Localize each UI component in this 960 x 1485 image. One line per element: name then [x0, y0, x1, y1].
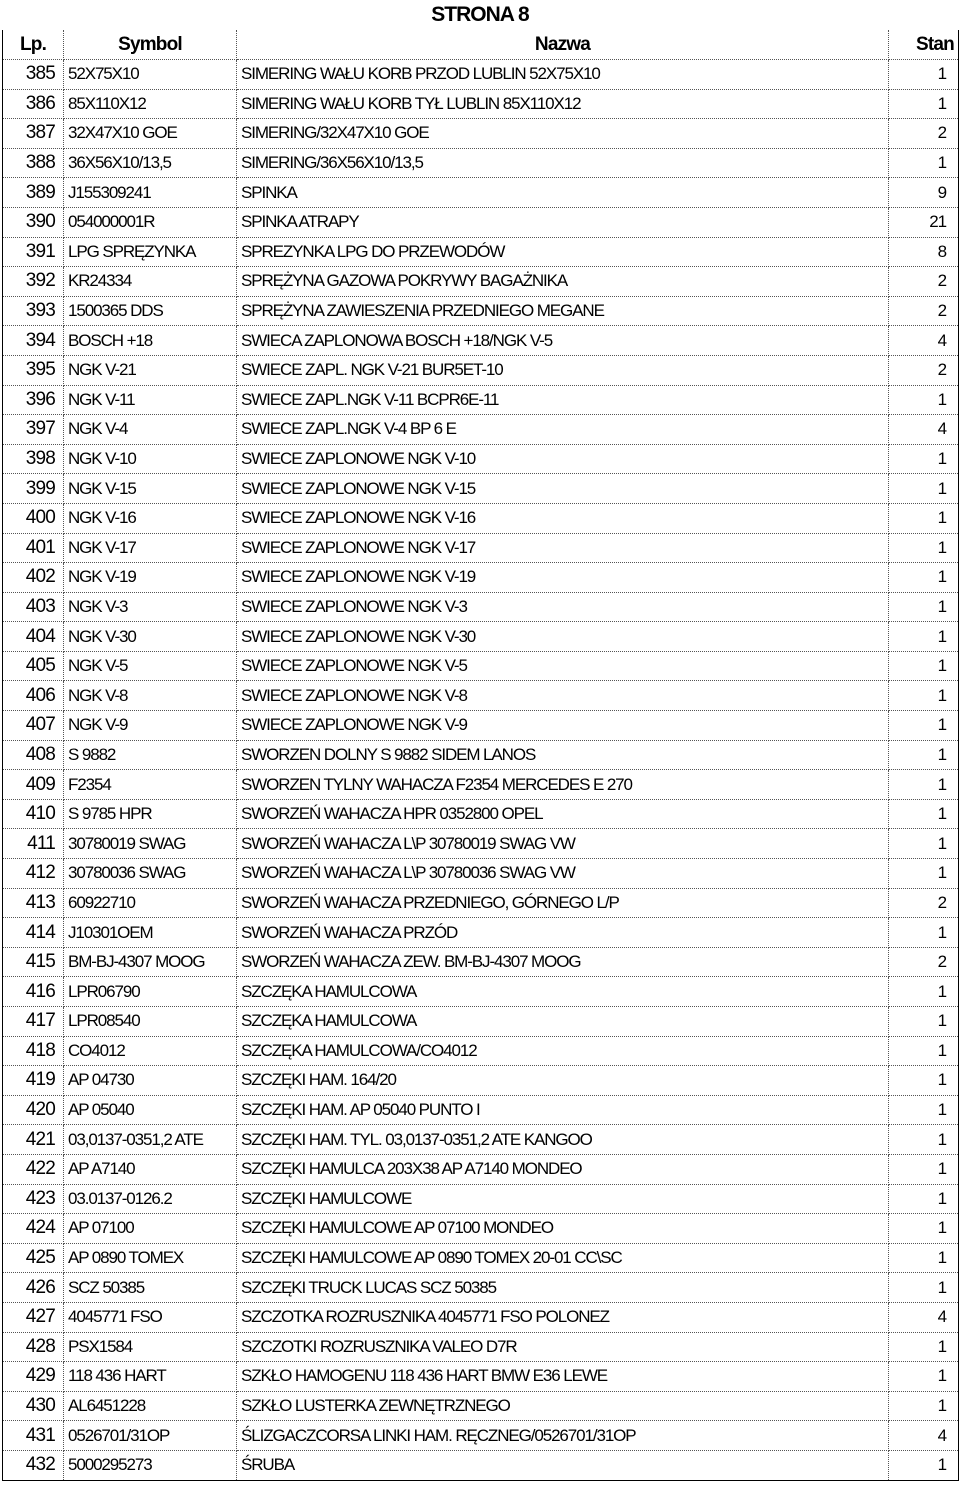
row-symbol: 1500365 DDS — [64, 296, 237, 326]
row-symbol: LPR06790 — [64, 977, 237, 1007]
row-name: SWORZEŃ WAHACZA PRZEDNIEGO, GÓRNEGO L/P — [237, 888, 889, 918]
row-symbol: KR24334 — [64, 267, 237, 297]
row-symbol: LPG SPRĘZYNKA — [64, 237, 237, 267]
table-row — [3, 1273, 959, 1303]
row-symbol: J10301OEM — [64, 918, 237, 948]
row-stan: 1 — [889, 1332, 959, 1362]
row-number: 428 — [3, 1332, 64, 1362]
row-name: SZCZĘKI HAM. AP 05040 PUNTO I — [237, 1095, 889, 1125]
row-stan: 1 — [889, 681, 959, 711]
table-row — [3, 326, 959, 356]
table-row — [3, 1095, 959, 1125]
table-row — [3, 1154, 959, 1184]
row-stan: 1 — [889, 859, 959, 889]
row-name: SIMERING/36X56X10/13,5 — [237, 148, 889, 178]
row-number: 387 — [3, 119, 64, 149]
row-stan: 1 — [889, 770, 959, 800]
row-stan: 1 — [889, 60, 959, 90]
row-symbol: S 9785 HPR — [64, 799, 237, 829]
row-symbol: 4045771 FSO — [64, 1302, 237, 1332]
table-row — [3, 947, 959, 977]
column-header-stan: Stan — [889, 30, 959, 60]
row-symbol: NGK V-4 — [64, 415, 237, 445]
row-name: ŚRUBA — [237, 1450, 889, 1480]
row-number: 414 — [3, 918, 64, 948]
table-row — [3, 1362, 959, 1392]
row-stan: 1 — [889, 977, 959, 1007]
row-number: 399 — [3, 474, 64, 504]
row-number: 417 — [3, 1007, 64, 1037]
table-row — [3, 1421, 959, 1451]
row-name: SZCZĘKA HAMULCOWA — [237, 1007, 889, 1037]
row-name: SZCZĘKI HAMULCOWE AP 07100 MONDEO — [237, 1214, 889, 1244]
row-name: SWIECE ZAPLONOWE NGK V-30 — [237, 622, 889, 652]
row-number: 420 — [3, 1095, 64, 1125]
row-symbol: 0526701/31OP — [64, 1421, 237, 1451]
row-stan: 1 — [889, 444, 959, 474]
row-stan: 1 — [889, 89, 959, 119]
row-name: SZCZOTKA ROZRUSZNIKA 4045771 FSO POLONEZ — [237, 1302, 889, 1332]
row-name: SZKŁO HAMOGENU 118 436 HART BMW E36 LEWE — [237, 1362, 889, 1392]
row-number: 388 — [3, 148, 64, 178]
row-number: 409 — [3, 770, 64, 800]
row-name: SZCZĘKI HAM. 164/20 — [237, 1066, 889, 1096]
row-stan: 1 — [889, 740, 959, 770]
row-symbol: NGK V-16 — [64, 503, 237, 533]
row-stan: 1 — [889, 1125, 959, 1155]
table-row — [3, 1007, 959, 1037]
table-row — [3, 1066, 959, 1096]
row-symbol: NGK V-21 — [64, 355, 237, 385]
row-stan: 1 — [889, 592, 959, 622]
page-title: STRONA 8 — [431, 3, 529, 26]
inventory-table — [2, 30, 959, 1481]
row-number: 422 — [3, 1154, 64, 1184]
table-row — [3, 888, 959, 918]
row-stan: 2 — [889, 296, 959, 326]
row-stan: 1 — [889, 533, 959, 563]
row-stan: 1 — [889, 503, 959, 533]
row-symbol: BM-BJ-4307 MOOG — [64, 947, 237, 977]
row-name: SWIECE ZAPLONOWE NGK V-9 — [237, 711, 889, 741]
row-number: 418 — [3, 1036, 64, 1066]
row-symbol: NGK V-8 — [64, 681, 237, 711]
table-row — [3, 681, 959, 711]
row-stan: 1 — [889, 1362, 959, 1392]
row-symbol: F2354 — [64, 770, 237, 800]
table-row — [3, 799, 959, 829]
row-number: 386 — [3, 89, 64, 119]
column-header-lp: Lp. — [3, 30, 64, 60]
row-name: SWIECE ZAPLONOWE NGK V-19 — [237, 563, 889, 593]
row-name: SZCZĘKI HAMULCOWE — [237, 1184, 889, 1214]
row-symbol: CO4012 — [64, 1036, 237, 1066]
row-number: 406 — [3, 681, 64, 711]
row-symbol: S 9882 — [64, 740, 237, 770]
row-symbol: 03.0137-0126.2 — [64, 1184, 237, 1214]
row-stan: 1 — [889, 1214, 959, 1244]
table-row — [3, 178, 959, 208]
table-row — [3, 1243, 959, 1273]
row-number: 401 — [3, 533, 64, 563]
row-number: 412 — [3, 859, 64, 889]
table-row — [3, 977, 959, 1007]
row-stan: 1 — [889, 148, 959, 178]
row-symbol: AL6451228 — [64, 1391, 237, 1421]
row-number: 411 — [3, 829, 64, 859]
table-row — [3, 711, 959, 741]
row-symbol: 30780036 SWAG — [64, 859, 237, 889]
row-number: 421 — [3, 1125, 64, 1155]
row-stan: 1 — [889, 1095, 959, 1125]
row-name: SWORZEN DOLNY S 9882 SIDEM LANOS — [237, 740, 889, 770]
row-name: SZCZĘKI HAMULCA 203X38 AP A7140 MONDEO — [237, 1154, 889, 1184]
row-stan: 2 — [889, 267, 959, 297]
table-row — [3, 592, 959, 622]
row-stan: 4 — [889, 1302, 959, 1332]
row-number: 402 — [3, 563, 64, 593]
row-number: 403 — [3, 592, 64, 622]
row-name: SZCZOTKI ROZRUSZNIKA VALEO D7R — [237, 1332, 889, 1362]
row-name: SWORZEN TYLNY WAHACZA F2354 MERCEDES E 270 — [237, 770, 889, 800]
column-header-symbol: Symbol — [64, 30, 237, 60]
row-number: 385 — [3, 60, 64, 90]
row-symbol: NGK V-5 — [64, 651, 237, 681]
row-stan: 1 — [889, 474, 959, 504]
column-header-nazwa: Nazwa — [237, 30, 889, 60]
row-name: SWIECA ZAPLONOWA BOSCH +18/NGK V-5 — [237, 326, 889, 356]
row-stan: 1 — [889, 711, 959, 741]
row-stan: 8 — [889, 237, 959, 267]
row-number: 424 — [3, 1214, 64, 1244]
row-symbol: NGK V-9 — [64, 711, 237, 741]
row-name: SIMERING WAŁU KORB PRZOD LUBLIN 52X75X10 — [237, 60, 889, 90]
row-name: SWIECE ZAPLONOWE NGK V-5 — [237, 651, 889, 681]
row-name: SWORZEŃ WAHACZA PRZÓD — [237, 918, 889, 948]
row-name: SPINKA — [237, 178, 889, 208]
table-row — [3, 296, 959, 326]
table-row — [3, 533, 959, 563]
table-row — [3, 1450, 959, 1480]
row-stan: 2 — [889, 888, 959, 918]
row-number: 416 — [3, 977, 64, 1007]
row-number: 394 — [3, 326, 64, 356]
row-name: SWORZEŃ WAHACZA ZEW. BM-BJ-4307 MOOG — [237, 947, 889, 977]
table-row — [3, 1125, 959, 1155]
row-number: 408 — [3, 740, 64, 770]
table-row — [3, 770, 959, 800]
row-name: SZCZĘKA HAMULCOWA/CO4012 — [237, 1036, 889, 1066]
table-row — [3, 89, 959, 119]
row-number: 405 — [3, 651, 64, 681]
row-name: SIMERING/32X47X10 GOE — [237, 119, 889, 149]
table-row — [3, 1184, 959, 1214]
row-number: 389 — [3, 178, 64, 208]
row-symbol: 32X47X10 GOE — [64, 119, 237, 149]
table-row — [3, 267, 959, 297]
row-symbol: NGK V-3 — [64, 592, 237, 622]
table-row — [3, 1214, 959, 1244]
row-number: 429 — [3, 1362, 64, 1392]
row-symbol: SCZ 50385 — [64, 1273, 237, 1303]
row-name: SWIECE ZAPL.NGK V-4 BP 6 E — [237, 415, 889, 445]
row-number: 413 — [3, 888, 64, 918]
row-symbol: PSX1584 — [64, 1332, 237, 1362]
row-symbol: NGK V-17 — [64, 533, 237, 563]
row-name: SWIECE ZAPLONOWE NGK V-8 — [237, 681, 889, 711]
row-symbol: NGK V-10 — [64, 444, 237, 474]
row-number: 404 — [3, 622, 64, 652]
table-row — [3, 60, 959, 90]
table-row — [3, 651, 959, 681]
row-number: 392 — [3, 267, 64, 297]
table-row — [3, 355, 959, 385]
table-row — [3, 1391, 959, 1421]
table-row — [3, 474, 959, 504]
row-stan: 4 — [889, 415, 959, 445]
row-symbol: AP 07100 — [64, 1214, 237, 1244]
row-stan: 1 — [889, 385, 959, 415]
table-row — [3, 119, 959, 149]
row-stan: 1 — [889, 1066, 959, 1096]
row-name: SZCZĘKI TRUCK LUCAS SCZ 50385 — [237, 1273, 889, 1303]
table-row — [3, 207, 959, 237]
row-stan: 1 — [889, 1273, 959, 1303]
row-number: 432 — [3, 1450, 64, 1480]
row-number: 423 — [3, 1184, 64, 1214]
row-stan: 4 — [889, 326, 959, 356]
row-number: 430 — [3, 1391, 64, 1421]
row-name: SZCZĘKA HAMULCOWA — [237, 977, 889, 1007]
row-name: SZKŁO LUSTERKA ZEWNĘTRZNEGO — [237, 1391, 889, 1421]
row-symbol: 03,0137-0351,2 ATE — [64, 1125, 237, 1155]
table-row — [3, 385, 959, 415]
row-symbol: 118 436 HART — [64, 1362, 237, 1392]
row-symbol: 60922710 — [64, 888, 237, 918]
row-number: 395 — [3, 355, 64, 385]
row-number: 396 — [3, 385, 64, 415]
row-symbol: 52X75X10 — [64, 60, 237, 90]
row-number: 393 — [3, 296, 64, 326]
row-name: SWORZEŃ WAHACZA HPR 0352800 OPEL — [237, 799, 889, 829]
table-row — [3, 859, 959, 889]
row-name: SWIECE ZAPLONOWE NGK V-3 — [237, 592, 889, 622]
row-symbol: AP 05040 — [64, 1095, 237, 1125]
row-symbol: AP 0890 TOMEX — [64, 1243, 237, 1273]
row-number: 391 — [3, 237, 64, 267]
row-number: 397 — [3, 415, 64, 445]
table-row — [3, 740, 959, 770]
table-row — [3, 918, 959, 948]
row-number: 415 — [3, 947, 64, 977]
table-row — [3, 1332, 959, 1362]
table-row — [3, 444, 959, 474]
row-stan: 4 — [889, 1421, 959, 1451]
table-row — [3, 622, 959, 652]
row-number: 425 — [3, 1243, 64, 1273]
row-number: 400 — [3, 503, 64, 533]
row-stan: 1 — [889, 1243, 959, 1273]
row-stan: 1 — [889, 1036, 959, 1066]
row-stan: 9 — [889, 178, 959, 208]
row-name: SWORZEŃ WAHACZA L\P 30780019 SWAG VW — [237, 829, 889, 859]
row-symbol: LPR08540 — [64, 1007, 237, 1037]
table-row — [3, 829, 959, 859]
row-number: 427 — [3, 1302, 64, 1332]
row-name: SPINKA ATRAPY — [237, 207, 889, 237]
row-number: 419 — [3, 1066, 64, 1096]
row-name: SIMERING WAŁU KORB TYŁ LUBLIN 85X110X12 — [237, 89, 889, 119]
row-number: 407 — [3, 711, 64, 741]
row-symbol: NGK V-30 — [64, 622, 237, 652]
row-symbol: BOSCH +18 — [64, 326, 237, 356]
row-stan: 1 — [889, 918, 959, 948]
row-name: SWIECE ZAPLONOWE NGK V-17 — [237, 533, 889, 563]
row-symbol: NGK V-19 — [64, 563, 237, 593]
row-name: ŚLIZGACZCORSA LINKI HAM. RĘCZNEG/0526701/31OP — [237, 1421, 889, 1451]
row-name: SWIECE ZAPLONOWE NGK V-16 — [237, 503, 889, 533]
table-row — [3, 415, 959, 445]
row-stan: 2 — [889, 119, 959, 149]
table-header-row — [3, 30, 959, 60]
row-name: SPREZYNKA LPG DO PRZEWODÓW — [237, 237, 889, 267]
row-number: 390 — [3, 207, 64, 237]
row-symbol: 054000001R — [64, 207, 237, 237]
table-row — [3, 563, 959, 593]
row-symbol: AP A7140 — [64, 1154, 237, 1184]
row-name: SZCZĘKI HAMULCOWE AP 0890 TOMEX 20-01 CC\SC — [237, 1243, 889, 1273]
table-row — [3, 237, 959, 267]
row-stan: 1 — [889, 799, 959, 829]
row-stan: 1 — [889, 829, 959, 859]
row-stan: 1 — [889, 651, 959, 681]
row-symbol: NGK V-11 — [64, 385, 237, 415]
row-stan: 1 — [889, 1154, 959, 1184]
row-symbol: 85X110X12 — [64, 89, 237, 119]
row-stan: 1 — [889, 1007, 959, 1037]
row-number: 410 — [3, 799, 64, 829]
row-number: 398 — [3, 444, 64, 474]
row-name: SWIECE ZAPL. NGK V-21 BUR5ET-10 — [237, 355, 889, 385]
row-stan: 1 — [889, 1391, 959, 1421]
row-name: SPRĘŻYNA ZAWIESZENIA PRZEDNIEGO MEGANE — [237, 296, 889, 326]
row-stan: 2 — [889, 947, 959, 977]
row-name: SWIECE ZAPL.NGK V-11 BCPR6E-11 — [237, 385, 889, 415]
row-symbol: AP 04730 — [64, 1066, 237, 1096]
row-stan: 2 — [889, 355, 959, 385]
row-stan: 1 — [889, 563, 959, 593]
row-symbol: 36X56X10/13,5 — [64, 148, 237, 178]
row-symbol: J155309241 — [64, 178, 237, 208]
row-symbol: NGK V-15 — [64, 474, 237, 504]
row-symbol: 30780019 SWAG — [64, 829, 237, 859]
row-stan: 21 — [889, 207, 959, 237]
table-row — [3, 148, 959, 178]
table-row — [3, 503, 959, 533]
row-name: SZCZĘKI HAM. TYL. 03,0137-0351,2 ATE KANGOO — [237, 1125, 889, 1155]
row-stan: 1 — [889, 622, 959, 652]
table-row — [3, 1302, 959, 1332]
row-name: SWORZEŃ WAHACZA L\P 30780036 SWAG VW — [237, 859, 889, 889]
row-number: 426 — [3, 1273, 64, 1303]
row-stan: 1 — [889, 1450, 959, 1480]
table-row — [3, 1036, 959, 1066]
row-symbol: 5000295273 — [64, 1450, 237, 1480]
row-number: 431 — [3, 1421, 64, 1451]
row-stan: 1 — [889, 1184, 959, 1214]
row-name: SWIECE ZAPLONOWE NGK V-10 — [237, 444, 889, 474]
row-name: SWIECE ZAPLONOWE NGK V-15 — [237, 474, 889, 504]
table-body — [3, 60, 959, 1481]
row-name: SPRĘŻYNA GAZOWA POKRYWY BAGAŻNIKA — [237, 267, 889, 297]
